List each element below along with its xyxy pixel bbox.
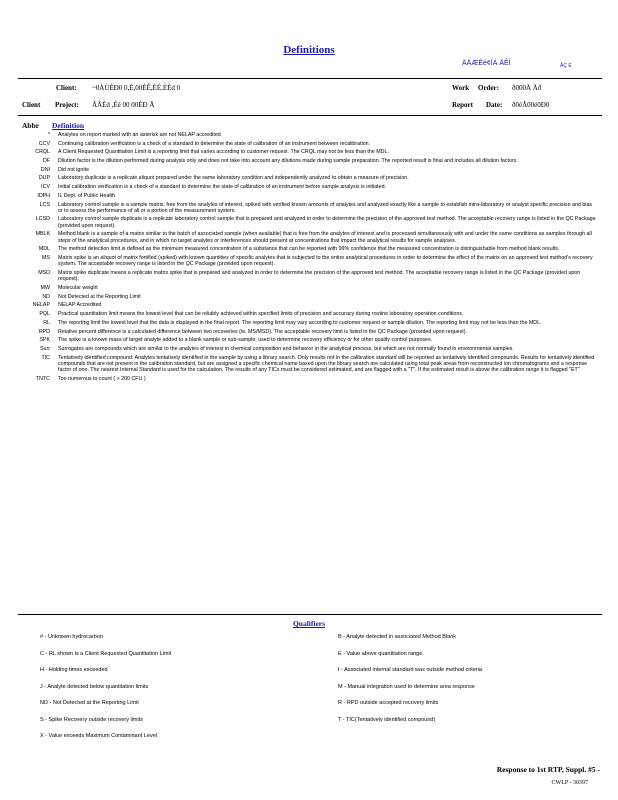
definition-row [18,184,602,190]
definition-abbr: ND [42,293,50,300]
definition-text: Laboratory control sample duplicate is a replicate laboratory control sample that is prepared and analyzed in order to determine the precision of the approved test method. The acceptable recovery range is listed in the QC Package (provided upon request). [58,216,596,229]
definition-abbr: TNTC [35,375,50,382]
qualifier-row [40,667,600,684]
definition-text: Surrogates are compounds which are similar to the analytes of interest in chemical composition and behavior in the analytical process, but which are not normally found in environmental samples. [58,345,514,352]
qualifier-left: ND - Not Detected at the Reporting Limit [40,700,139,706]
definition-row [18,376,602,382]
footer-id: CWLP - 30397 [551,780,588,786]
definition-text: Not Detected at the Reporting Limit [58,293,141,300]
definition-column-header: Definition [52,121,85,130]
project-value: ÃÄÈd ,Èé 00 00ÈÐ Ã [92,101,155,109]
definitions-list [18,132,602,385]
definition-abbr: Surr [39,345,50,352]
qualifier-right: R - RPD outside accepted recovery limits [338,700,439,706]
qualifier-left: H - Holding times exceeded [40,667,108,673]
definition-text: Relative percent difference is a calculated difference between two recoveries (ie. MS/MSD). The acceptable recovery limit is listed in the QC Package (provided upon request). [58,328,467,335]
abbr-column-header: Abbr [22,121,40,130]
qualifier-row [40,717,600,734]
definition-row [18,167,602,173]
definition-abbr: TIC [41,354,50,361]
definition-text: Method blank is a sample of a matrix similar to the batch of associated sample (when available) that is free from the analytes of interest and is processed simultaneously with and under the same conditions as samples through all steps of the analytical procedures, and in which no target analytes or interferences should present at concentrations that impact the analytical results for sample analyses. [58,231,592,244]
definition-row [18,302,602,308]
qualifier-left: J - Analyte detected below quantitation limits [40,683,149,690]
qualifier-row [40,651,600,668]
qualifier-row [40,733,600,750]
client-label-2: Client [22,101,41,109]
definition-row [18,141,602,147]
definition-text: Matrix spike duplicate means a replicate matrix spike that is prepared and analyzed in order to determine the precision of the approved test method. The acceptable recovery range is listed in the QC Package (provided upon request). [58,270,581,283]
definition-abbr: IDPH [37,192,50,199]
definition-text: NELAP Accredited [58,302,102,309]
definition-row [18,202,602,215]
definition-row [18,255,602,268]
definition-abbr: DUP [38,175,50,182]
definition-abbr: * [47,132,50,138]
definition-row [18,175,602,181]
project-label: Project: [55,101,79,109]
definition-text: A Client Requested Quantitation Limit is a reporting limit that varies according to customer request. The CRQL may not be less than the MDL. [58,149,389,156]
definition-row [18,246,602,252]
qualifier-right: M - Manual integration used to determine area response [338,683,475,690]
definition-row [18,311,602,317]
definition-text: Molecular weight [58,285,98,292]
definition-text: IL Dept. of Public Health [58,192,115,199]
definition-row [18,329,602,335]
header-ornament-text: ÄÄÆÉé¢ÍÁ ÄÊÌ [462,60,511,67]
definition-text: Continuing calibration verification is a check of a standard to determine the state of calibration of an instrument between recalibration. [58,140,371,147]
definition-row [18,355,602,374]
definition-row [18,270,602,283]
definition-text: Too numerous to count ( > 200 CFU ) [58,375,146,382]
qualifier-right: B - Analyte detected in associated Method Blank [338,634,457,640]
definition-abbr: LCSD [35,216,50,223]
footer-reference: Response to 1st RTP, Suppl. #5 - [496,765,600,774]
definition-abbr: MDL [38,246,50,253]
definition-abbr: DF [42,158,50,165]
definition-row [18,132,602,138]
definition-row [18,294,602,300]
report-date-value: ð0éÃ00é0Ð0 [512,101,550,109]
qualifier-right: E - Value above quantitation range [338,650,423,657]
work-order-label-2: Order: [478,84,499,92]
definition-abbr: SPK [39,337,50,344]
qualifier-row [40,700,600,717]
definition-abbr: NELAP [32,302,50,309]
definition-abbr: RL [43,319,50,326]
definition-row [18,231,602,244]
definition-row [18,216,602,229]
qualifier-left: C - RL shown is a Client Requested Quantitation Limit [40,650,172,657]
qualifier-row [40,684,600,701]
qualifiers-list [40,634,600,750]
definition-text: Did not ignite [58,166,89,173]
definition-text: Matrix spike is an aliquot of matrix fortified (spiked) with known quantities of specific analytes that is subjected to the entire analytical procedures in order to determine the effect of the matrix on an approved test method's recovery system. The acceptable recovery range is listed in the QC Package (provided upon request). [58,255,593,268]
qualifiers-top-rule [18,614,602,615]
work-order-label: Work [452,84,470,92]
definition-row [18,158,602,164]
client-label: Client: [56,84,77,92]
header-bottom-rule [18,115,602,116]
definition-abbr: CRQL [35,149,50,156]
definition-abbr: MW [40,285,50,292]
qualifier-right: I - Associated internal standard was outside method criteria [338,667,482,673]
definition-text: Laboratory control sample is a sample matrix, free from the analytes of interest, spiked with verified known amounts of analytes and analyzed exactly like a sample to establish intra-laboratory or analyst specific precision and bias or to assess the performance of all or a portion of the measurement system. [58,201,593,214]
qualifier-right: T - TIC(Tentatively identified compound) [338,716,436,723]
definition-abbr: MS [42,255,50,262]
header-top-rule [18,78,602,79]
report-date-label: Date: [486,101,503,109]
report-label: Report [452,101,473,109]
work-order-value: ð000Ä Äð [512,84,542,92]
client-value: ~0ÀÙÈÐ0 0,È,00ÈÊ,ÈÉ,ÈÉd 0 [92,84,181,92]
definition-text: Analytes on report marked with an asterisk are not NELAP accredited [58,132,221,138]
qualifier-row [40,634,600,651]
definition-text: Tentatively identified compound: Analytes tentatively identified in the sample by using a library search. Only results not in the calibration standard will be reported as tentatively identified compounds. Results for tentatively identified compounds that are not present in the calibration standard, but are assigned a specific chemical name based upon the library search are calculated using total peak areas from reconstructed ion chromatograms and a response factor of one. The nearest Internal Standard is used for the calculation. The results of any TICs must be considered estimated, and are flagged with a "T". If the estimated result is above the calibration range it is flagged "ET" [58,354,595,374]
definition-row [18,149,602,155]
definition-abbr: MSD [38,270,50,277]
definition-abbr: ICV [41,184,50,191]
qualifier-left: # - Unknown hydrocarbon [40,634,103,640]
definition-abbr: MBLK [35,231,50,238]
definition-text: The reporting limit the lowest level that the data is displayed in the final report. The reporting limit may vary according to customer request or sample dilution. The reporting limit may not be less than the MDL. [58,319,542,326]
definition-row [18,320,602,326]
definition-abbr: RPD [38,328,50,335]
definition-text: The spike is a known mass of target analyte added to a blank sample or sub-sample; used to determine recovery efficiency or for other quality control purposes. [58,337,433,344]
definition-text: The method detection limit is defined as the minimum measured concentration of a substance that can be reported with 99% confidence that the measured concentration is distinguishable from method blank results. [58,246,560,253]
definition-text: Practical quantitation limit means the lowest level that can be reliably achieved within specified limits of precision and accuracy during routine laboratory operation conditions. [58,311,464,318]
definition-text: Laboratory duplicate is a replicate aliquot prepared under the same laboratory condition and independently analyzed to obtain a measure of precision. [58,175,409,182]
definition-text: Dilution factor is the dilution performed during analysis only and does not take into account any dilutions made during sample preparation. The reported result is final and includes all dilution factors. [58,158,518,165]
definition-abbr: PQL [39,311,50,318]
qualifiers-title: Qualifiers [292,619,326,628]
qualifier-left: X - Value exceeds Maximum Contaminant Level [40,733,157,739]
page-title: Definitions [283,44,335,56]
definition-row [18,346,602,352]
definition-text: Initial calibration verification is a check of a standard to determine the state of calibration of an instrument before sample analysis is initiated. [58,184,386,191]
definition-abbr: CCV [38,140,50,147]
header-ornament-text-2: ÅÇ Ë [560,63,572,69]
definition-abbr: DNI [40,166,50,173]
definition-row [18,193,602,199]
definition-row [18,285,602,291]
definition-abbr: LCS [39,201,50,208]
definition-row [18,337,602,343]
qualifier-left: S - Spike Recovery outside recovery limits [40,716,144,723]
